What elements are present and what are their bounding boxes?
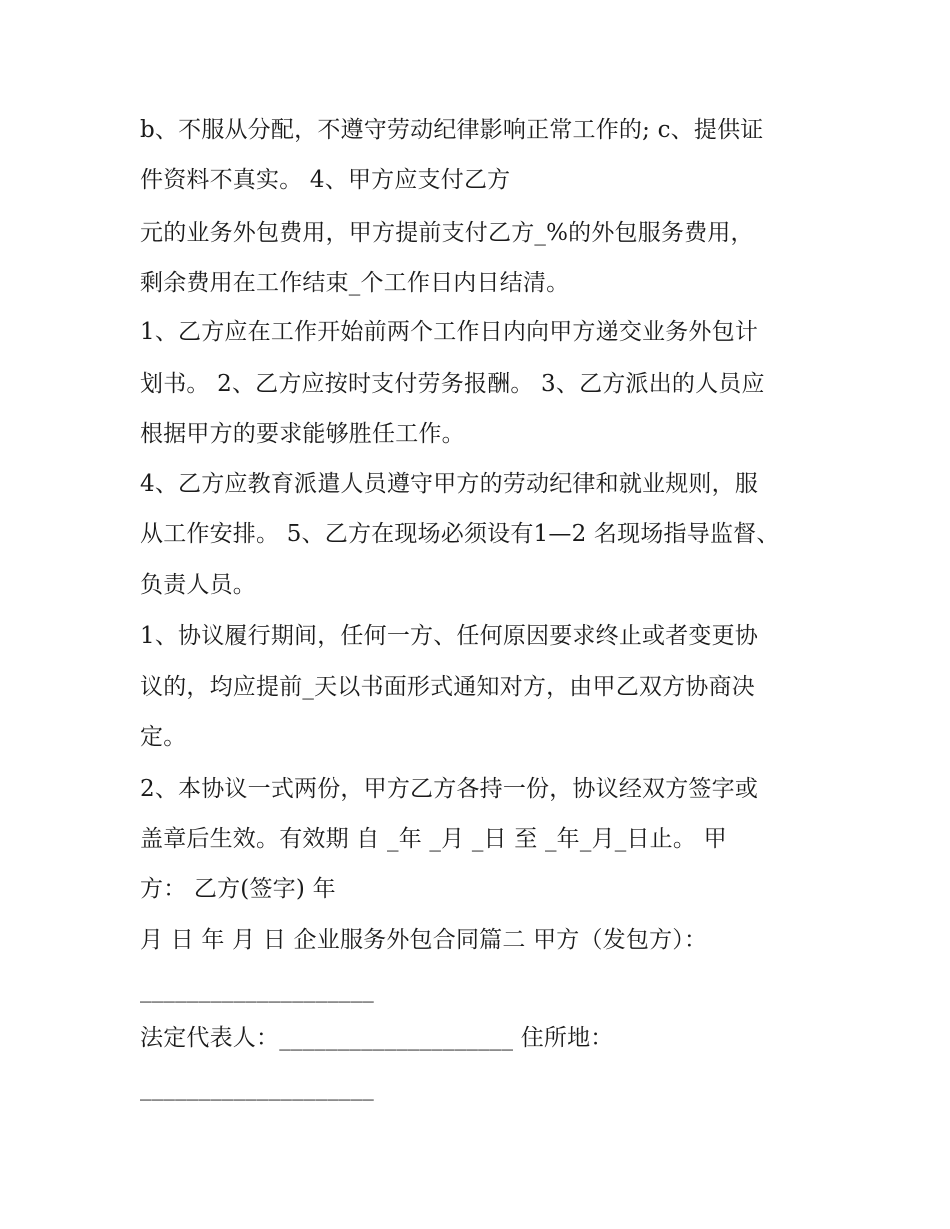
text-line: 件资料不真实。 4、甲方应支付乙方	[140, 167, 511, 193]
text-line: 议的，均应提前_天以书面形式通知对方，由甲乙双方协商决	[140, 674, 755, 700]
text-line: 根据甲方的要求能够胜任工作。	[140, 421, 465, 447]
text-line: 从工作安排。 5、乙方在现场必须设有1—2 名现场指导监督、	[140, 521, 780, 547]
text-line: 4、乙方应教育派遣人员遵守甲方的劳动纪律和就业规则，服	[140, 471, 759, 497]
blank-line: ____________________	[140, 977, 374, 1003]
text-line: 划书。 2、乙方应按时支付劳务报酬。 3、乙方派出的人员应	[140, 371, 765, 397]
text-line: 2、本协议一式两份，甲方乙方各持一份，协议经双方签字或	[140, 776, 759, 802]
text-line: 月 日 年 月 日 企业服务外包合同篇二 甲方（发包方）：	[140, 927, 708, 953]
text-line: 定。	[140, 724, 187, 750]
text-line: 1、协议履行期间，任何一方、任何原因要求终止或者变更协	[140, 623, 759, 649]
text-line: b、不服从分配，不遵守劳动纪律影响正常工作的; c、提供证	[140, 117, 764, 143]
text-line: 方： 乙方(签字) 年	[140, 876, 336, 902]
blank-line: ____________________	[140, 1075, 374, 1101]
text-line: 盖章后生效。有效期 自 _年 _月 _日 至 _年_月_日止。 甲	[140, 826, 727, 852]
text-line: 负责人员。	[140, 572, 256, 598]
text-line: 1、乙方应在工作开始前两个工作日内向甲方递交业务外包计	[140, 319, 759, 345]
text-line: 法定代表人：____________________ 住所地：	[140, 1025, 614, 1051]
text-line: 剩余费用在工作结束_个工作日内日结清。	[140, 270, 570, 296]
text-line: 元的业务外包费用，甲方提前支付乙方_%的外包服务费用，	[140, 220, 754, 246]
